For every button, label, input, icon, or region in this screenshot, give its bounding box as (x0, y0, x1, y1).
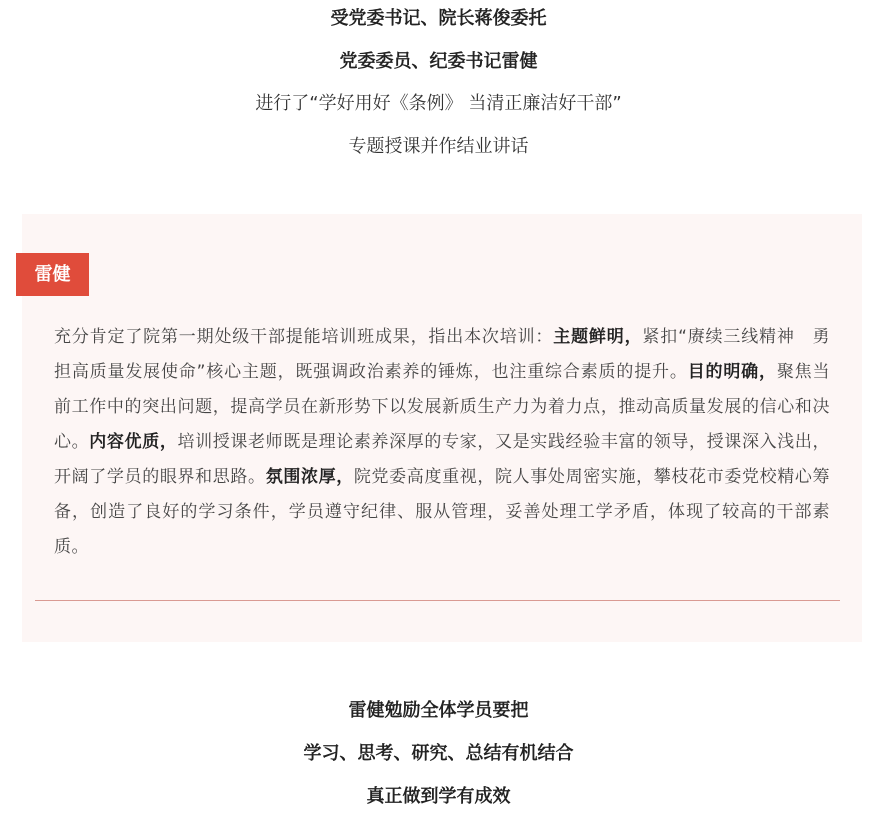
speech-summary (54, 320, 830, 565)
speaker-name-tag: 雷健 (16, 253, 89, 296)
highlight-goal: 目的明确， (687, 362, 777, 382)
intro-line-4: 专题授课并作结业讲话 (348, 136, 529, 157)
highlight-theme: 主题鲜明， (553, 327, 643, 347)
intro-line-1: 受党委书记、院长蒋俊委托 (330, 8, 547, 29)
highlight-content: 内容优质， (89, 432, 178, 452)
outro-line-3: 真正做到学有成效 (366, 786, 511, 807)
summary-text: 院党委高度重视，院人事处周密实施，攀枝花市委党校精心筹备，创造了良好的学习条件，学员遵守纪律、服从管理，妥善处理工学矛盾，体现了较高的干部素质。 (54, 467, 831, 557)
card-divider (35, 600, 840, 601)
highlight-atmosphere: 氛围浓厚， (265, 467, 354, 487)
intro-line-2: 党委委员、纪委书记雷健 (339, 51, 538, 72)
outro-line-2: 学习、思考、研究、总结有机结合 (303, 743, 574, 764)
intro-line-3: 进行了“学好用好《条例》 当清正廉洁好干部” (255, 93, 622, 114)
outro-line-1: 雷健勉励全体学员要把 (348, 700, 529, 721)
summary-text: 充分肯定了院第一期处级干部提能培训班成果，指出本次培训： (54, 327, 554, 347)
summary-text: 聚焦当前工作中的突出问题，提高学员在新形势下以发展新质生产力为着力点，推动高质量发展的信心和决心。 (54, 362, 831, 452)
summary-text: 培训授课老师既是理论素养深厚的专家，又是实践经验丰富的领导，授课深入浅出，开阔了学员的眼界和思路。 (54, 432, 831, 487)
summary-text: 紧扣“赓续三线精神 勇担高质量发展使命”核心主题，既强调政治素养的锤炼，也注重综合素质的提升。 (54, 327, 831, 382)
